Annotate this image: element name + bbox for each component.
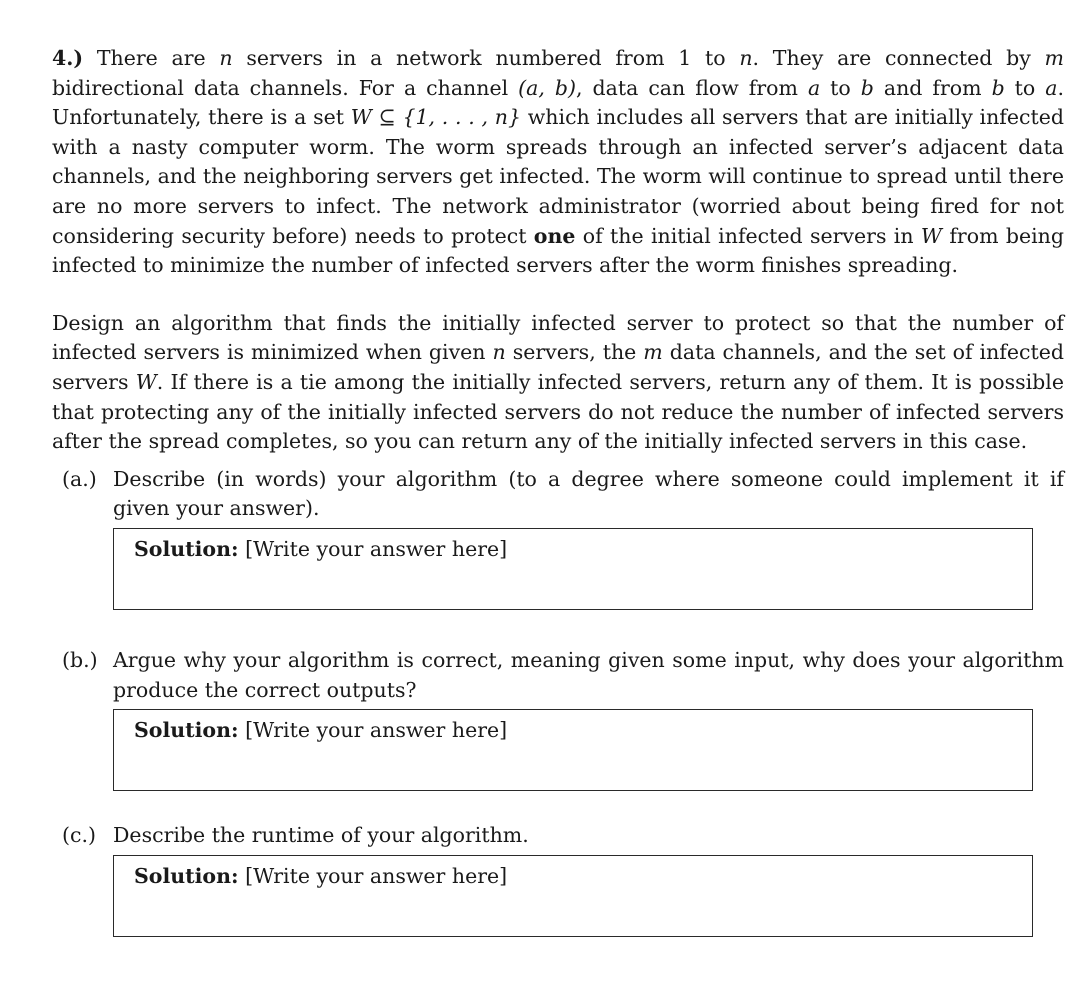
text-span: . Unfortunately, there is a set — [52, 75, 1065, 130]
text-span: There are — [83, 46, 220, 70]
solution-placeholder: [Write your answer here] — [238, 863, 508, 888]
part-b — [52, 646, 1064, 791]
text-span: data channels, and the set of infected servers — [52, 340, 1064, 394]
text-span: servers, the — [505, 340, 644, 365]
part-label: (b.) — [62, 647, 98, 672]
math-channel: (a, b) — [518, 75, 577, 100]
math-a: a — [807, 75, 821, 100]
math-n: n — [492, 340, 506, 365]
text-span: bidirectional data channels. For a channel — [52, 75, 519, 100]
part-question: Describe (in words) your algorithm (to a degree where someone could implement it if given your answer). — [113, 466, 1064, 521]
text-span: . If there is a tie among the initially infected servers, return any of them. It is possible that protecting any of the initially infected servers do not reduce the number of infected servers after the spread completes, so you can return any of the initially infected servers in this case. — [52, 369, 1064, 454]
text-span: Design an algorithm that finds the initially infected server to protect so that the number of infected servers is minimized when given — [52, 310, 1064, 365]
solution-label: Solution: — [134, 863, 239, 888]
task-statement — [52, 309, 1064, 457]
solution-label: Solution: — [134, 536, 239, 561]
part-a — [52, 465, 1064, 610]
emphasis-one: one — [533, 223, 576, 248]
text-span: , data can flow from — [576, 75, 808, 100]
text-span: and from — [873, 75, 992, 100]
text-span: from being infected to minimize the number of infected servers after the worm finishes spreading. — [52, 223, 1064, 278]
solution-box[interactable] — [113, 528, 1033, 610]
text-span: . They are connected by — [752, 46, 1045, 70]
solution-placeholder: [Write your answer here] — [238, 718, 508, 743]
part-c — [52, 821, 1064, 937]
text-span: to — [1004, 75, 1046, 100]
math-set-w: W ⊆ {1, . . . , n} — [350, 105, 522, 130]
math-w: W — [920, 223, 942, 248]
problem-document — [52, 44, 1064, 937]
question-parts — [52, 465, 1064, 937]
text-span: servers in a network numbered from 1 to — [232, 46, 740, 70]
math-m: m — [643, 340, 663, 365]
math-n: n — [739, 46, 753, 70]
part-question: Describe the runtime of your algorithm. — [113, 823, 529, 848]
math-m: m — [1044, 46, 1064, 70]
math-b: b — [860, 75, 874, 100]
problem-number: 4.) — [52, 46, 84, 70]
math-n: n — [219, 46, 233, 70]
solution-box[interactable] — [113, 855, 1033, 937]
text-span: of the initial infected servers in — [575, 223, 921, 248]
problem-statement — [52, 44, 1064, 281]
text-span: which includes all servers that are initially infected with a nasty computer worm. The worm spreads through an infected server’s adjacent data channels, and the neighboring servers get infected. The worm will continue to spread until there are no more servers to infect. The network administrator (worried about being fired for not considering security before) needs to protect — [52, 105, 1065, 248]
part-question: Argue why your algorithm is correct, meaning given some input, why does your algorithm produce the correct outputs? — [113, 647, 1064, 702]
solution-placeholder: [Write your answer here] — [238, 536, 508, 561]
math-w: W — [135, 369, 157, 394]
math-a: a — [1045, 75, 1058, 100]
part-label: (a.) — [62, 466, 97, 491]
text-span: to — [820, 75, 861, 100]
part-label: (c.) — [62, 823, 96, 848]
math-b: b — [991, 75, 1005, 100]
solution-label: Solution: — [134, 718, 239, 743]
solution-box[interactable] — [113, 709, 1033, 791]
